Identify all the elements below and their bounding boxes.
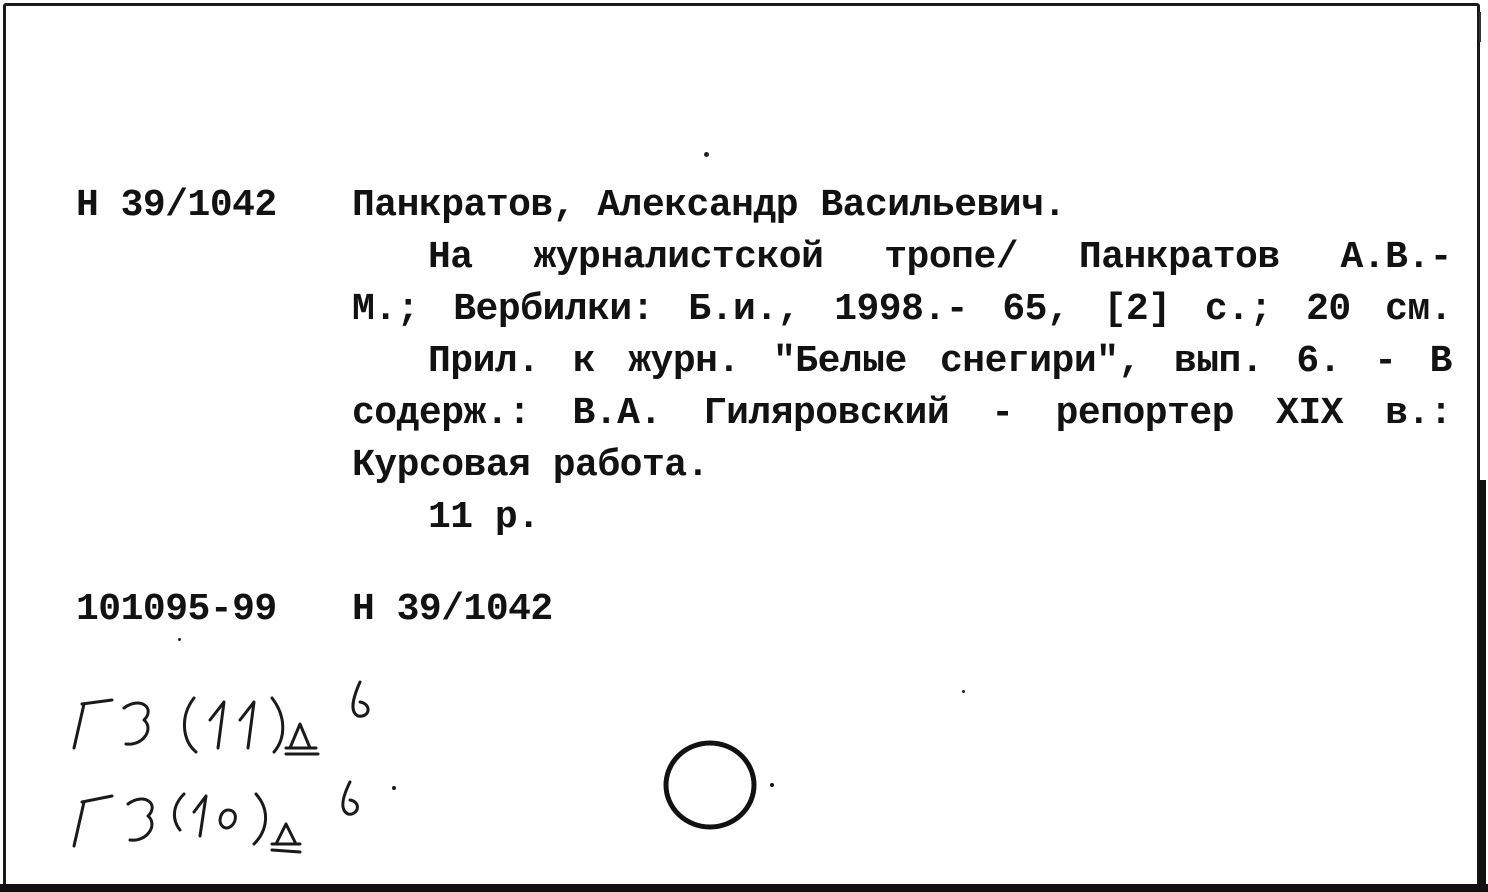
contents-line: содерж.: В.А. Гиляровский - репортер XIX в.: xyxy=(352,392,1452,435)
title-line: На журналистской тропе/ Панкратов А.В.- xyxy=(428,236,1452,279)
card-edge-shadow-right xyxy=(1478,480,1486,892)
accession-number: 101095-99 xyxy=(76,588,277,631)
shelfmark-top: Н 39/1042 xyxy=(76,184,277,227)
speck xyxy=(704,152,709,157)
circle-stamp-mark xyxy=(660,735,780,835)
author-heading: Панкратов, Александр Васильевич. xyxy=(352,184,1066,227)
card-edge-mark xyxy=(1479,12,1481,42)
note-line: Прил. к журн. "Белые снегири", вып. 6. - В xyxy=(428,340,1452,383)
imprint-line: М.; Вербилки: Б.и., 1998.- 65, [2] с.; 20 см. xyxy=(352,288,1452,331)
handwritten-line-1 xyxy=(74,682,368,754)
handwritten-line-2 xyxy=(74,782,357,852)
card-edge-shadow-bottom xyxy=(0,884,1488,892)
speck xyxy=(962,690,965,693)
contents-line-end: Курсовая работа. xyxy=(352,444,709,487)
price: 11 р. xyxy=(428,496,540,539)
handwritten-classification xyxy=(60,660,480,870)
shelfmark-bottom: Н 39/1042 xyxy=(352,588,553,631)
speck xyxy=(178,638,181,641)
